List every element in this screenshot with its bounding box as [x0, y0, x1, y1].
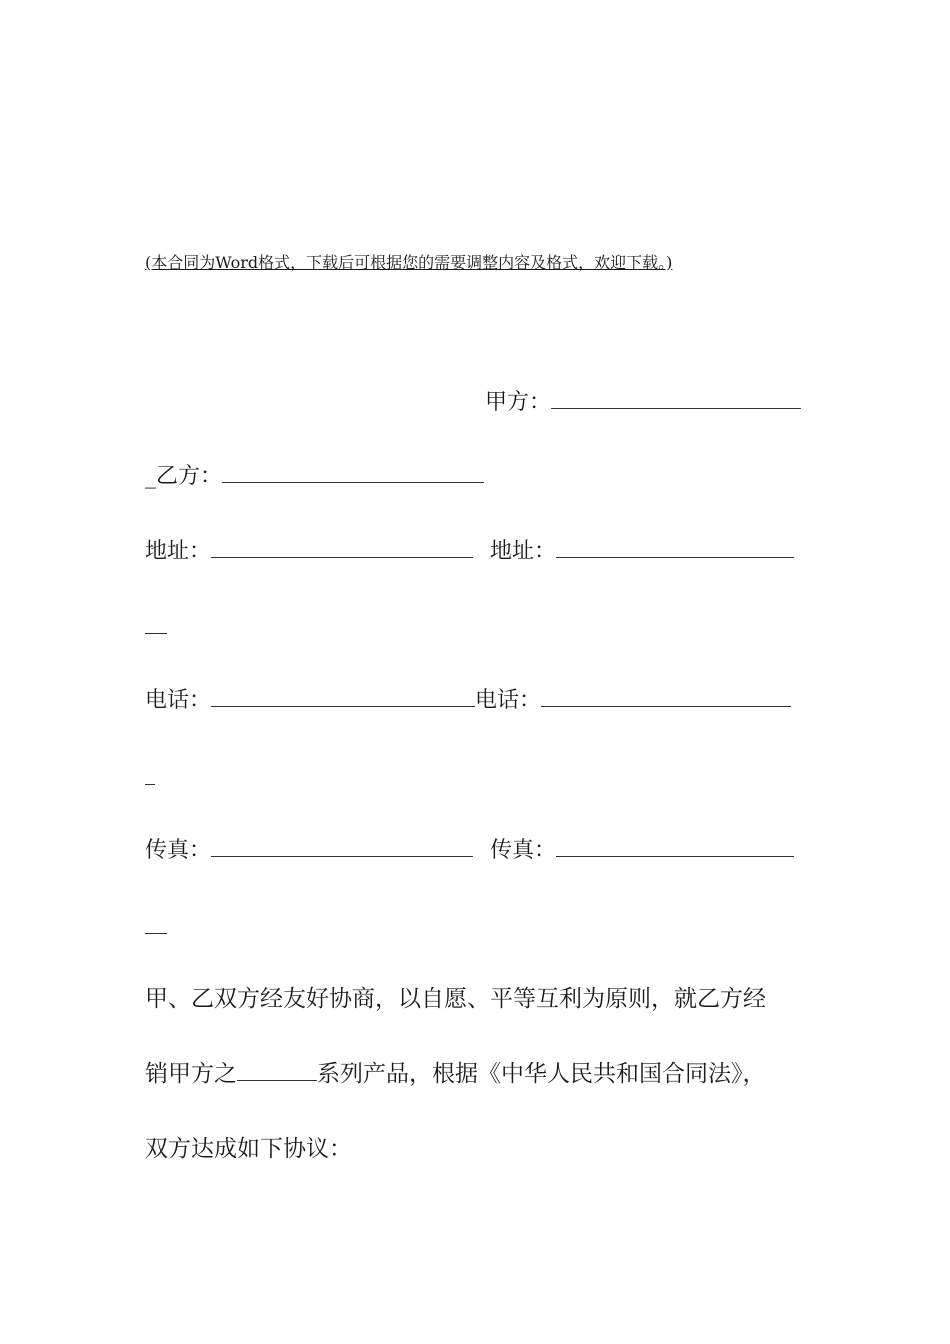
- party-a-blank[interactable]: [551, 388, 801, 409]
- body-line-2-end: 系列产品，根据《中华人民共和国合同法》，: [317, 1061, 766, 1087]
- body-line-1: 甲、乙双方经友好协商，以自愿、平等互利为原则，就乙方经: [145, 986, 766, 1012]
- party-b-label: _乙方：: [145, 464, 223, 489]
- body-line-2-start: 销甲方之: [145, 1061, 237, 1087]
- party-b-blank[interactable]: [222, 462, 484, 483]
- fax-a-label: 传真：: [145, 838, 212, 863]
- address-a-blank[interactable]: [211, 537, 473, 558]
- phone-continuation-line: [145, 784, 155, 785]
- product-series-blank[interactable]: [237, 1062, 317, 1081]
- phone-a-blank[interactable]: [211, 686, 475, 707]
- party-a-label: 甲方：: [485, 390, 552, 415]
- phone-a-label: 电话：: [145, 688, 212, 713]
- phone-b-label: 电话：: [475, 688, 542, 713]
- address-row: [145, 537, 794, 566]
- download-notice: (本合同为Word格式，下载后可根据您的需要调整内容及格式，欢迎下载。): [145, 253, 673, 272]
- phone-b-blank[interactable]: [541, 686, 791, 707]
- fax-continuation-line: [145, 933, 167, 934]
- body-line-3: 双方达成如下协议：: [145, 1136, 352, 1162]
- phone-row: [145, 686, 791, 715]
- address-b-blank[interactable]: [556, 537, 794, 558]
- party-a-row: [485, 388, 801, 417]
- party-b-row: [145, 462, 484, 491]
- fax-row: [145, 836, 794, 865]
- address-b-label: 地址：: [490, 539, 557, 564]
- body-line-2: [145, 1060, 766, 1088]
- fax-b-blank[interactable]: [556, 836, 794, 857]
- address-a-label: 地址：: [145, 539, 212, 564]
- fax-a-blank[interactable]: [211, 836, 473, 857]
- address-continuation-line: [145, 633, 167, 634]
- fax-b-label: 传真：: [490, 838, 557, 863]
